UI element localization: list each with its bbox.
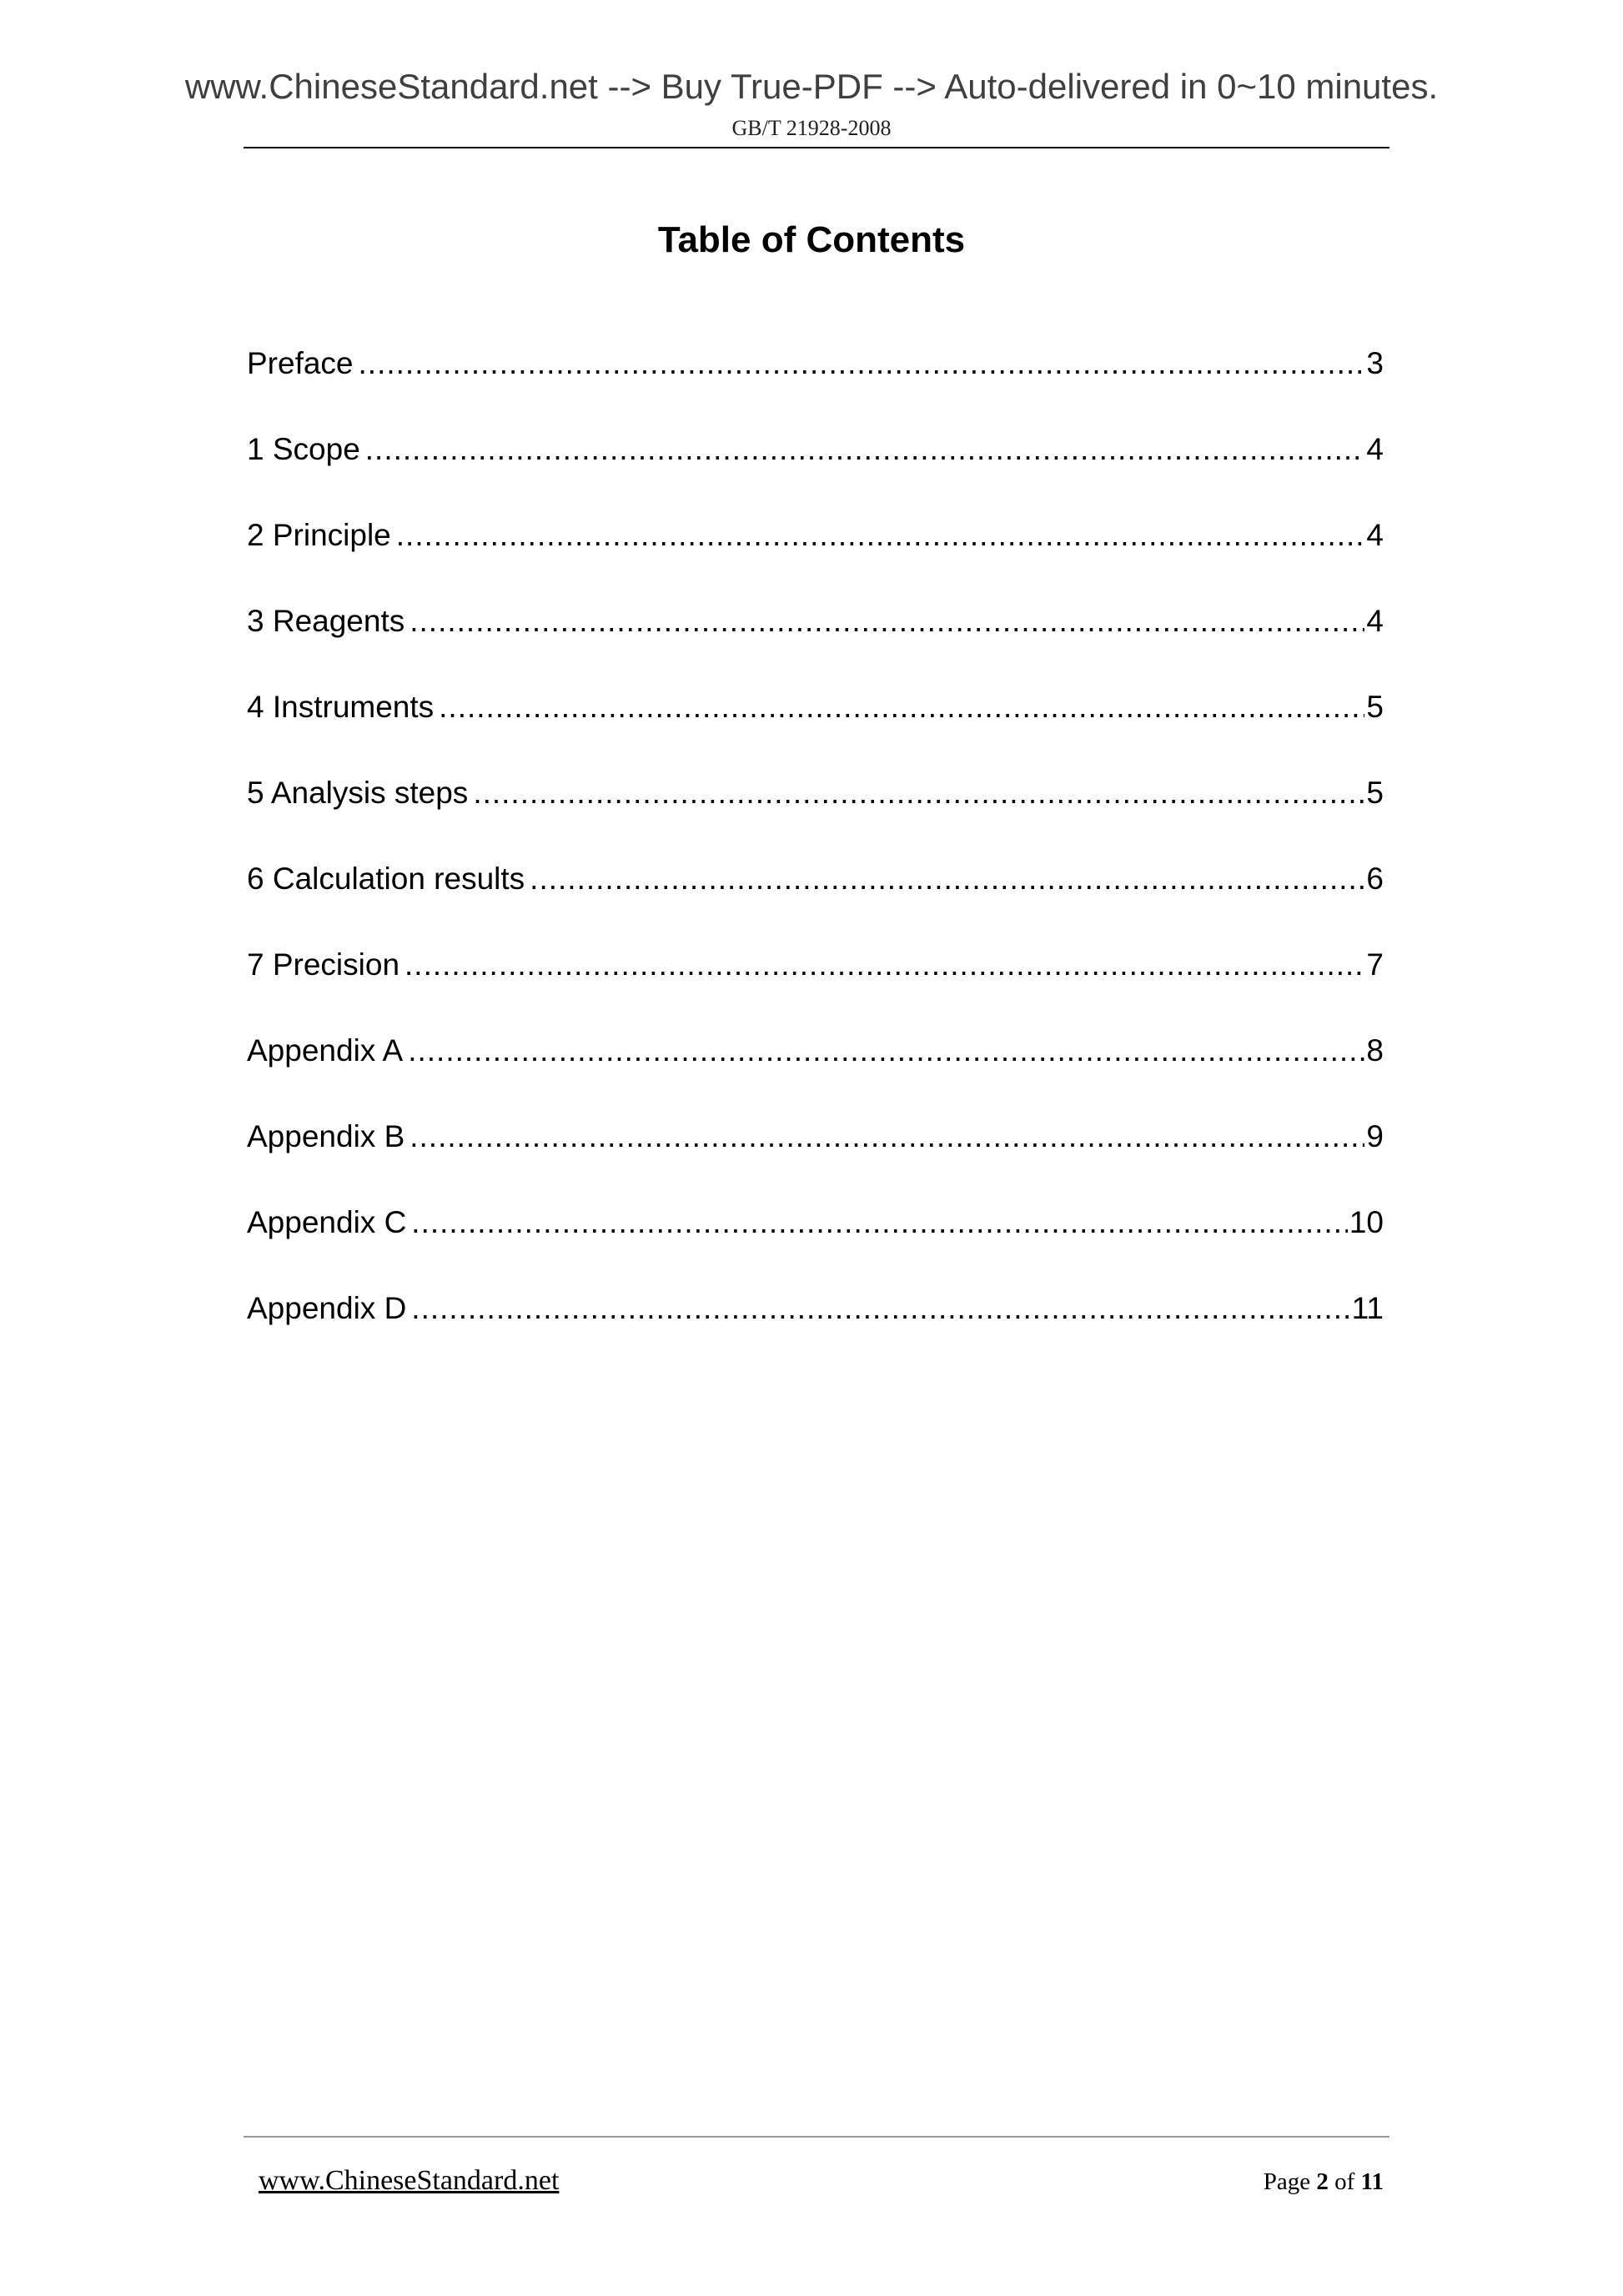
dot-leader [439,686,1364,729]
toc-entry-page: 8 [1366,1033,1384,1068]
toc-entry-label: 4 Instruments [247,690,435,724]
toc-entry-label: Appendix B [247,1119,405,1153]
page-title: Table of Contents [657,219,966,260]
dot-leader [411,1287,1349,1330]
table-of-contents [247,342,1384,1373]
header-divider [244,147,1389,148]
toc-entry-page: 4 [1366,518,1384,552]
toc-entry-label: 5 Analysis steps [247,776,469,810]
dot-leader [396,514,1365,557]
toc-entry-label: 1 Scope [247,432,360,466]
toc-entry-label: 7 Precision [247,947,400,982]
dot-leader [365,428,1365,471]
dot-leader [404,943,1364,987]
toc-entry-appendix-a[interactable] [247,1029,1384,1115]
dot-leader [408,1029,1364,1073]
page-number [1264,2166,1384,2198]
current-page: 2 [1316,2168,1329,2195]
toc-entry-label: Appendix C [247,1205,407,1239]
toc-entry-appendix-d[interactable] [247,1287,1384,1373]
toc-entry-appendix-b[interactable] [247,1115,1384,1201]
total-pages: 11 [1360,2168,1384,2195]
toc-entry-page: 5 [1366,776,1384,810]
page-of: of [1334,2168,1355,2195]
dot-leader [410,600,1364,643]
toc-entry-label: 6 Calculation results [247,862,525,896]
toc-entry-page: 4 [1366,432,1384,466]
toc-entry-page: 11 [1351,1291,1384,1325]
standard-code: GB/T 21928-2008 [731,116,892,140]
toc-entry-instruments[interactable] [247,686,1384,771]
toc-entry-page: 4 [1366,604,1384,638]
site-banner: www.ChineseStandard.net --> Buy True-PDF --> Auto-delivered in 0~10 minutes. [184,67,1439,106]
toc-entry-label: Preface [247,346,354,380]
toc-entry-page: 7 [1366,947,1384,982]
toc-entry-reagents[interactable] [247,600,1384,686]
toc-entry-label: Appendix D [247,1291,407,1325]
footer-website-link[interactable]: www.ChineseStandard.net [259,2165,560,2196]
toc-entry-page: 9 [1366,1119,1384,1153]
toc-entry-page: 10 [1349,1205,1384,1239]
dot-leader [530,857,1364,901]
toc-entry-page: 5 [1366,690,1384,724]
toc-entry-page: 3 [1366,346,1384,380]
page-prefix: Page [1263,2168,1311,2195]
toc-entry-calculation-results[interactable] [247,857,1384,943]
toc-entry-precision[interactable] [247,943,1384,1029]
toc-entry-appendix-c[interactable] [247,1201,1384,1287]
toc-entry-analysis-steps[interactable] [247,771,1384,857]
dot-leader [410,1115,1364,1158]
dot-leader [411,1201,1348,1244]
dot-leader [359,342,1365,385]
footer-divider [244,2136,1389,2138]
toc-entry-label: 3 Reagents [247,604,405,638]
toc-entry-scope[interactable] [247,428,1384,514]
toc-entry-label: 2 Principle [247,518,391,552]
dot-leader [473,771,1364,815]
toc-entry-page: 6 [1366,862,1384,896]
toc-entry-preface[interactable] [247,342,1384,428]
toc-entry-principle[interactable] [247,514,1384,600]
toc-entry-label: Appendix A [247,1033,404,1068]
